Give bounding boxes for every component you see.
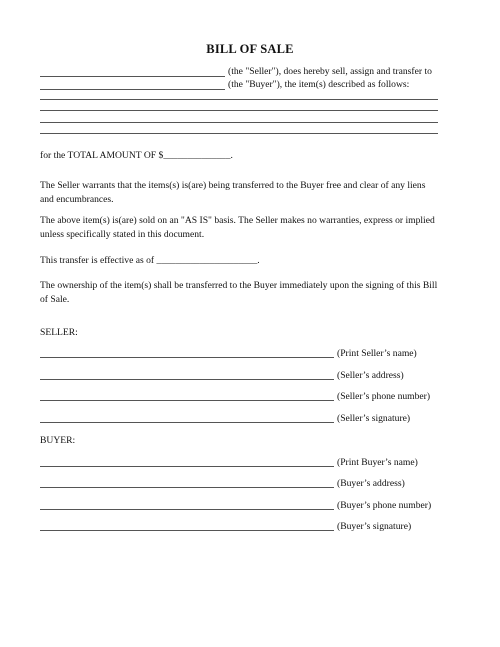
buyer-heading: BUYER: [40, 435, 76, 446]
buyer-name-blank-line [40, 89, 225, 90]
buyer-signature-row [40, 521, 460, 535]
ownership-paragraph: The ownership of the item(s) shall be transferred to the Buyer immediately upon the signing of this Bill of Sale. [40, 280, 438, 305]
item-description-line [40, 110, 438, 111]
seller-phone-row [40, 391, 460, 405]
warranty-paragraph: The Seller warrants that the items(s) is(are) being transferred to the Buyer free and clear of any liens and encumbrances. [40, 180, 426, 205]
seller-address-row [40, 370, 460, 384]
seller-signature-label: (Seller’s signature) [337, 413, 411, 424]
buyer-phone-label: (Buyer’s phone number) [337, 500, 432, 511]
buyer-name-label: (Print Buyer’s name) [337, 457, 418, 468]
seller-name-line [40, 357, 334, 358]
seller-name-label: (Print Seller’s name) [337, 348, 417, 359]
buyer-clause: (the "Buyer"), the item(s) described as follows: [228, 79, 410, 90]
item-description-line [40, 122, 438, 123]
buyer-phone-line [40, 509, 334, 510]
buyer-address-row [40, 478, 460, 492]
buyer-signature-line [40, 530, 334, 531]
seller-phone-line [40, 400, 334, 401]
buyer-signature-label: (Buyer’s signature) [337, 521, 412, 532]
seller-name-blank-line [40, 76, 225, 77]
item-description-line [40, 133, 438, 134]
seller-signature-row [40, 413, 460, 427]
effective-date-blank: _____________________. [156, 255, 260, 266]
seller-address-line [40, 379, 334, 380]
as-is-paragraph: The above item(s) is(are) sold on an "AS IS" basis. The Seller makes no warranties, express or implied unless specifically stated in this document. [40, 215, 435, 240]
seller-name-row [40, 348, 460, 362]
seller-address-label: (Seller’s address) [337, 370, 404, 381]
item-description-line [40, 99, 438, 100]
seller-heading: SELLER: [40, 327, 78, 338]
buyer-address-line [40, 487, 334, 488]
effective-date-label: This transfer is effective as of [40, 255, 155, 266]
seller-phone-label: (Seller’s phone number) [337, 391, 431, 402]
seller-signature-line [40, 422, 334, 423]
buyer-name-row [40, 457, 460, 471]
document-title: BILL OF SALE [206, 42, 294, 56]
total-amount-line [40, 150, 233, 161]
effective-date-line [40, 255, 260, 266]
buyer-address-label: (Buyer’s address) [337, 478, 405, 489]
total-amount-blank: ______________. [163, 150, 233, 161]
seller-clause: (the "Seller"), does hereby sell, assign and transfer to [228, 66, 432, 77]
buyer-phone-row [40, 500, 460, 514]
buyer-name-line [40, 466, 334, 467]
total-amount-label: for the TOTAL AMOUNT OF $ [40, 150, 164, 161]
